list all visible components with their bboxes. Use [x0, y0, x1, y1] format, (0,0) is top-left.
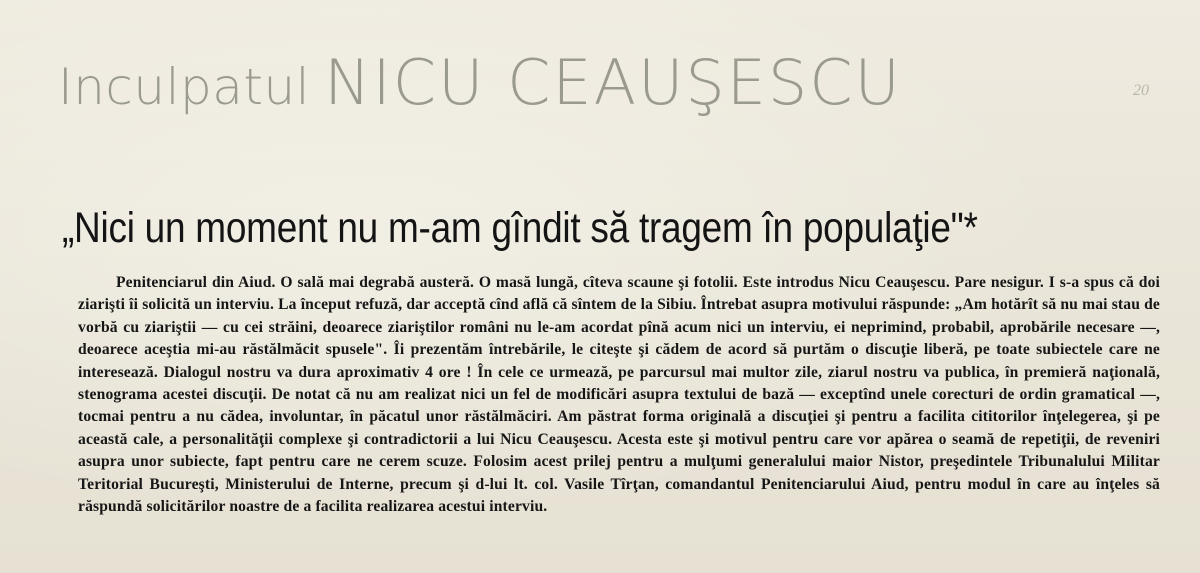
article-intro: Penitenciarul din Aiud. O sală mai degrabă austeră. O masă lungă, cîteva scaune şi fotolii. Este introdus Nicu Ceauşescu. Pare nesigur. I s-a spus că doi ziarişti îi solicită un interviu. La început refuză, dar acceptă cînd află că sîntem de la Sibiu. Întrebat asupra motivului răspunde: „Am hotărît să nu mai stau de vorbă cu ziariştii — cu cei străini, deoarece ziariştilor români nu le-am acordat pînă acum nici un interviu, ei neprimind, probabil, aprobările necesare —, deoarece aceştia mi-au răstălmăcit spusele". Îi prezentăm întrebările, le citeşte şi cădem de acord să purtăm o discuţie liberă, pe toate subiectele care ne interesează. Dialogul nostru va dura aproximativ 4 ore ! În cele ce urmează, pe parcursul mai multor zile, ziarul nostru va publica, în premieră naţională, stenograma acestei discuţii. De notat că nu am realizat nici un fel de modificări asupra textului de bază — exceptînd unele corecturi de ordin gramatical —, tocmai pentru a nu cădea, involuntar, în păcatul unor răstălmăciri. Am păstrat forma originală a discuţiei şi pentru a facilita cititorilor înţelegerea, şi pe această cale, a personalităţii complexe şi contradictorii a lui Nicu Ceauşescu. Acesta este şi motivul pentru care vor apărea o seamă de repetiţii, de reveniri asupra unor subiecte, fapt pentru care ne cerem scuze. Folosim acest prilej pentru a mulţumi generalului maior Nistor, preşedintele Tribunalului Militar Teritorial Bucureşti, Ministerului de Interne, precum şi d-lui lt. col. Vasile Tîrţan, comandantul Penitenciarului Aiud, pentru modul în care au înţeles să răspundă solicitărilor noastre de a facilita realizarea acestui interviu. [78, 274, 1160, 516]
page-number: 20 [1133, 82, 1149, 99]
section-kicker [58, 46, 902, 119]
kicker-name: NICU CEAUŞESCU [324, 46, 902, 119]
article-headline: „Nici un moment nu m-am gîndit să tragem în populaţie"* [62, 203, 978, 252]
kicker-lead: Inculpatul [58, 58, 311, 116]
